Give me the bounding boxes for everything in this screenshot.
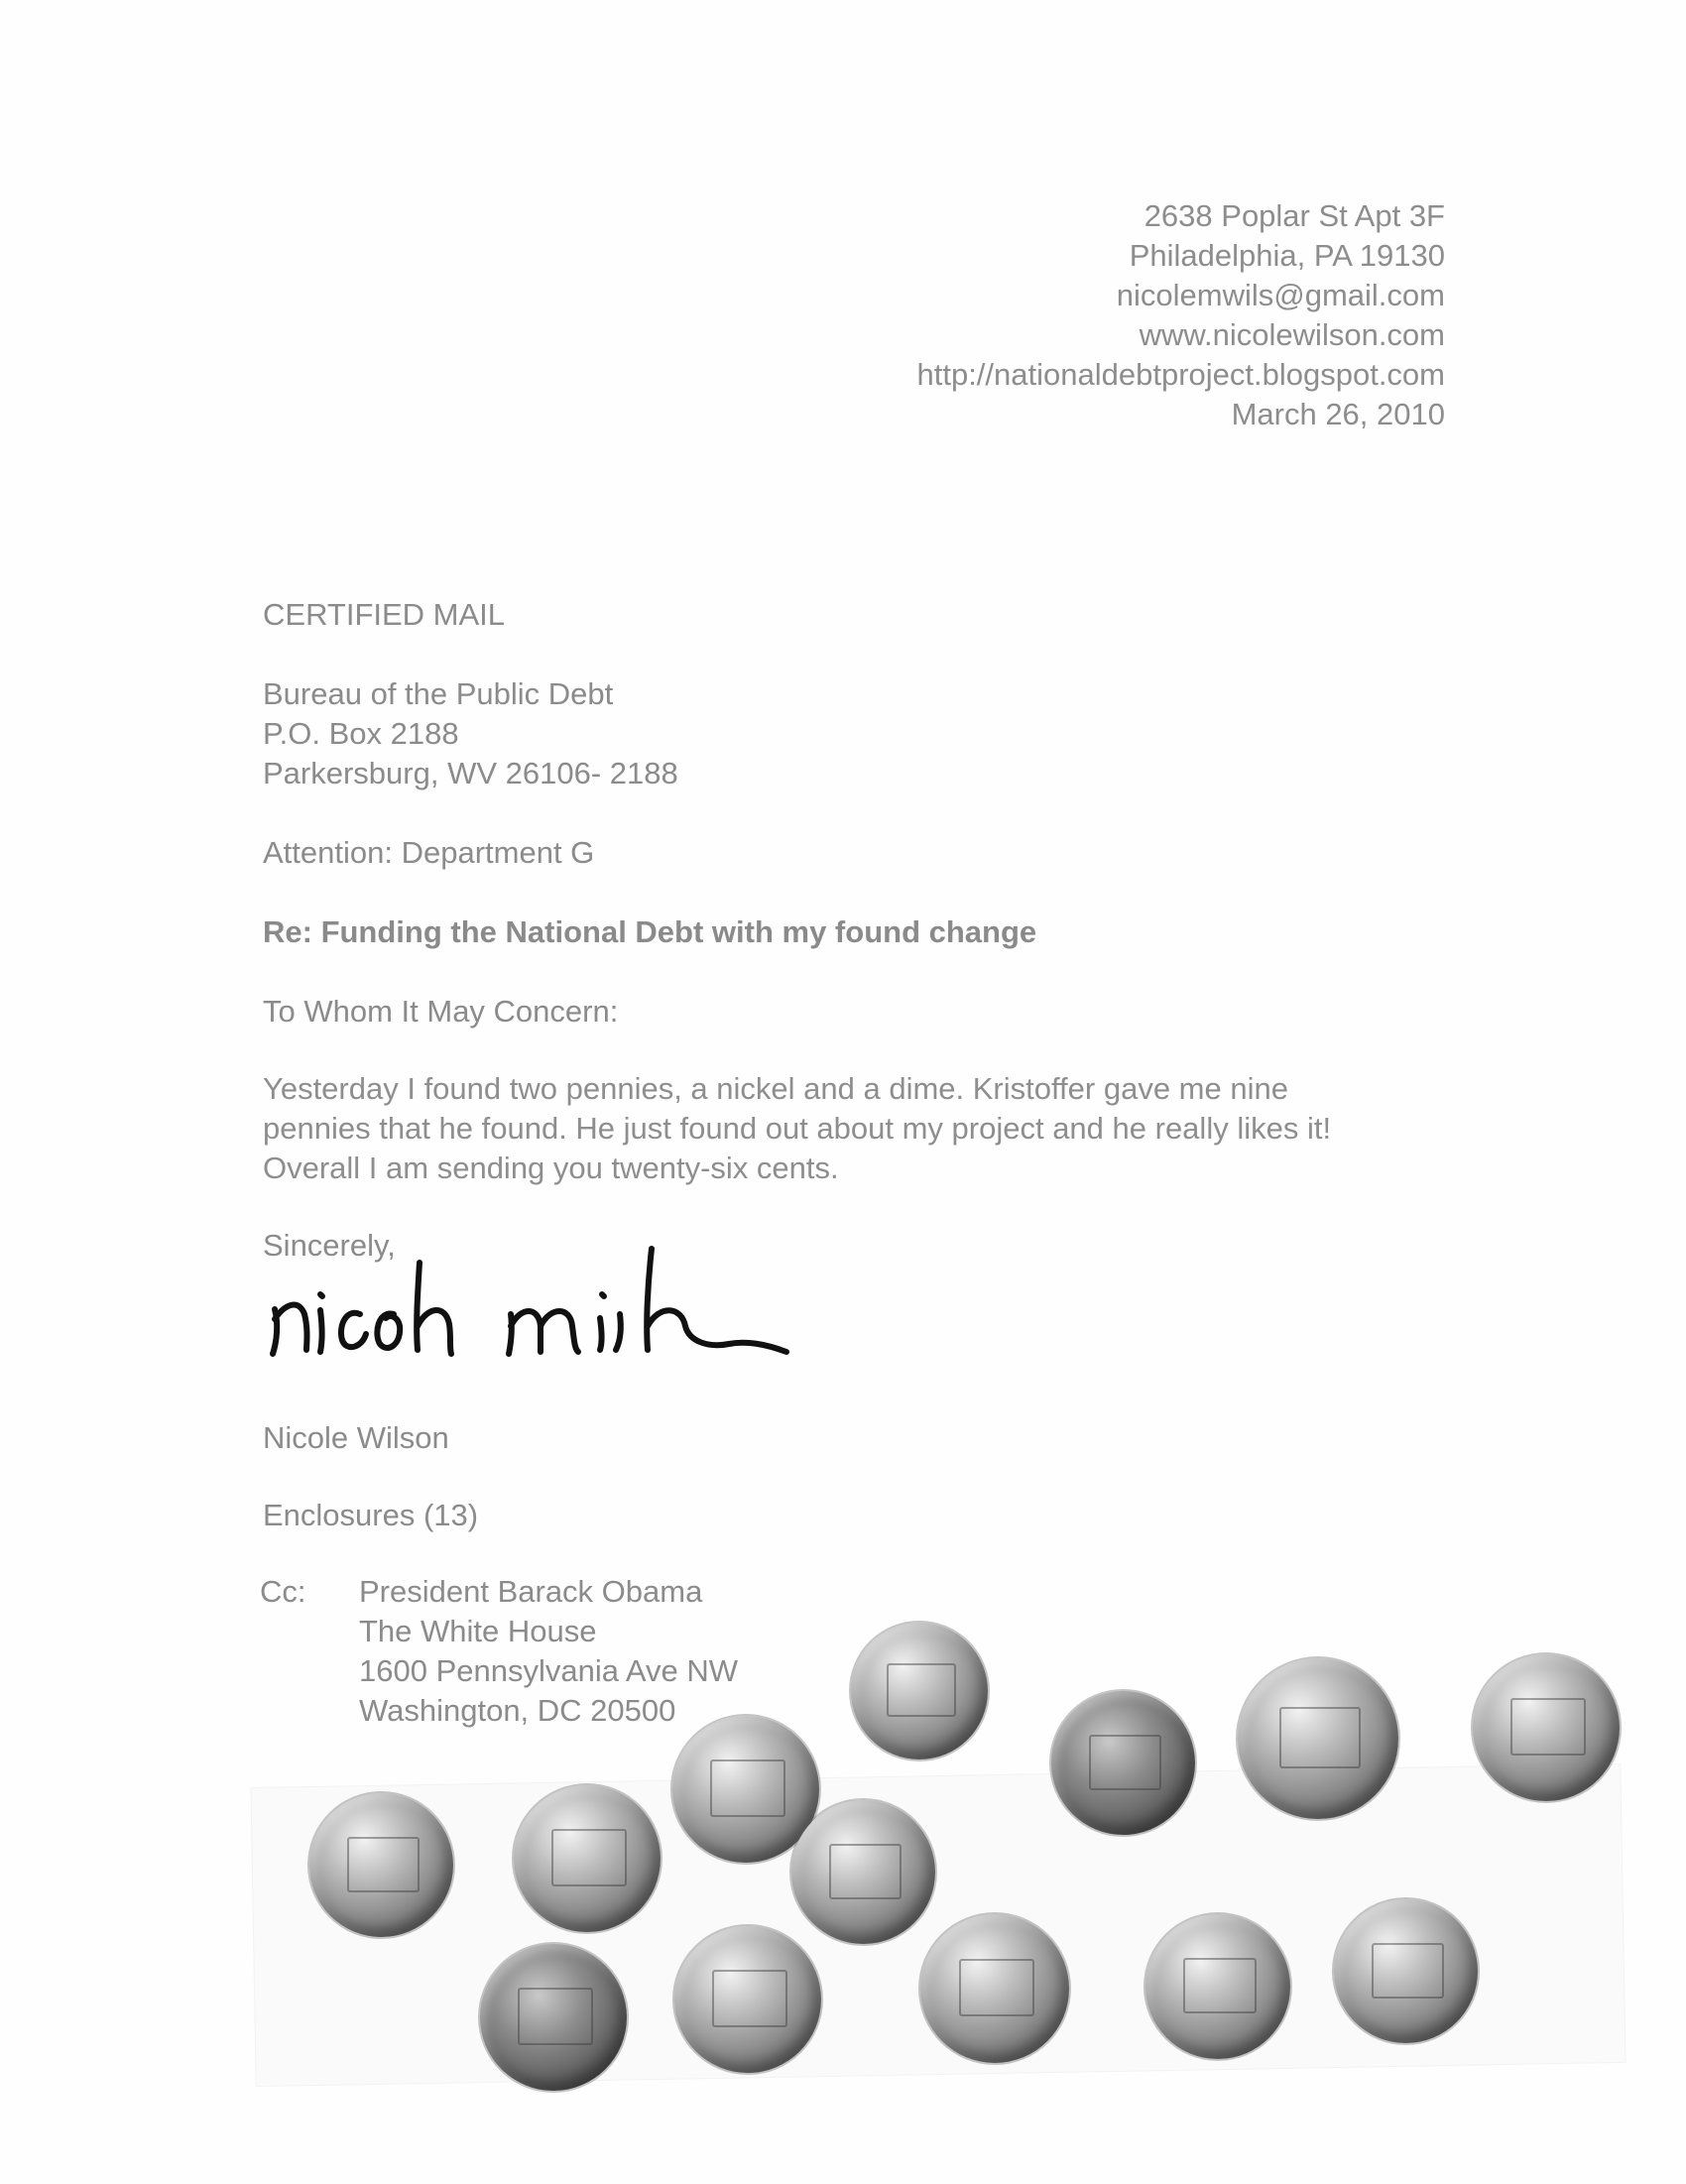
salutation: To Whom It May Concern: [263, 994, 619, 1029]
coin-penny [920, 1914, 1069, 2063]
sender-email: nicolemwils@gmail.com [1116, 278, 1445, 312]
cc-label: Cc: [260, 1574, 306, 1609]
cc-street: 1600 Pennsylvania Ave NW [359, 1653, 738, 1688]
coin-penny [674, 1926, 821, 2073]
coin-penny [309, 1793, 453, 1937]
recipient-po-box: P.O. Box 2188 [263, 716, 459, 751]
coin-penny [1334, 1899, 1478, 2043]
mail-type: CERTIFIED MAIL [263, 597, 506, 632]
sender-address-line2: Philadelphia, PA 19130 [1129, 238, 1445, 273]
recipient-city-state-zip: Parkersburg, WV 26106- 2188 [263, 756, 678, 790]
attention-line: Attention: Department G [263, 835, 595, 870]
coin-nickel [1238, 1658, 1398, 1819]
subject-line: Re: Funding the National Debt with my found change [263, 914, 1037, 949]
sender-address-line1: 2638 Poplar St Apt 3F [1144, 198, 1445, 233]
coin-penny [791, 1800, 935, 1944]
cc-name: President Barack Obama [359, 1574, 703, 1609]
recipient-name: Bureau of the Public Debt [263, 676, 614, 711]
coin-dime [851, 1623, 988, 1759]
cc-org: The White House [359, 1614, 597, 1648]
handwritten-signature [263, 1235, 798, 1364]
sender-website: www.nicolewilson.com [1139, 317, 1445, 352]
coin-penny [1145, 1914, 1290, 2059]
coin-penny [1051, 1691, 1195, 1835]
enclosures-line: Enclosures (13) [263, 1498, 479, 1532]
sender-address-block [916, 196, 1445, 434]
closing: Sincerely, [263, 1228, 396, 1263]
body-line-2: pennies that he found. He just found out about my project and he really likes it! [263, 1111, 1332, 1146]
letter-body [263, 1069, 1331, 1188]
letter-date: March 26, 2010 [1231, 397, 1445, 431]
coin-penny [480, 1944, 627, 2091]
coin-penny [672, 1716, 819, 1863]
coin-penny [514, 1785, 661, 1932]
body-line-1: Yesterday I found two pennies, a nickel and a dime. Kristoffer gave me nine [263, 1071, 1288, 1106]
body-line-3: Overall I am sending you twenty-six cents. [263, 1151, 839, 1185]
cc-city: Washington, DC 20500 [359, 1693, 676, 1728]
sender-blog: http://nationaldebtproject.blogspot.com [916, 357, 1445, 392]
signer-name: Nicole Wilson [263, 1420, 449, 1455]
coin-penny [1473, 1654, 1620, 1801]
